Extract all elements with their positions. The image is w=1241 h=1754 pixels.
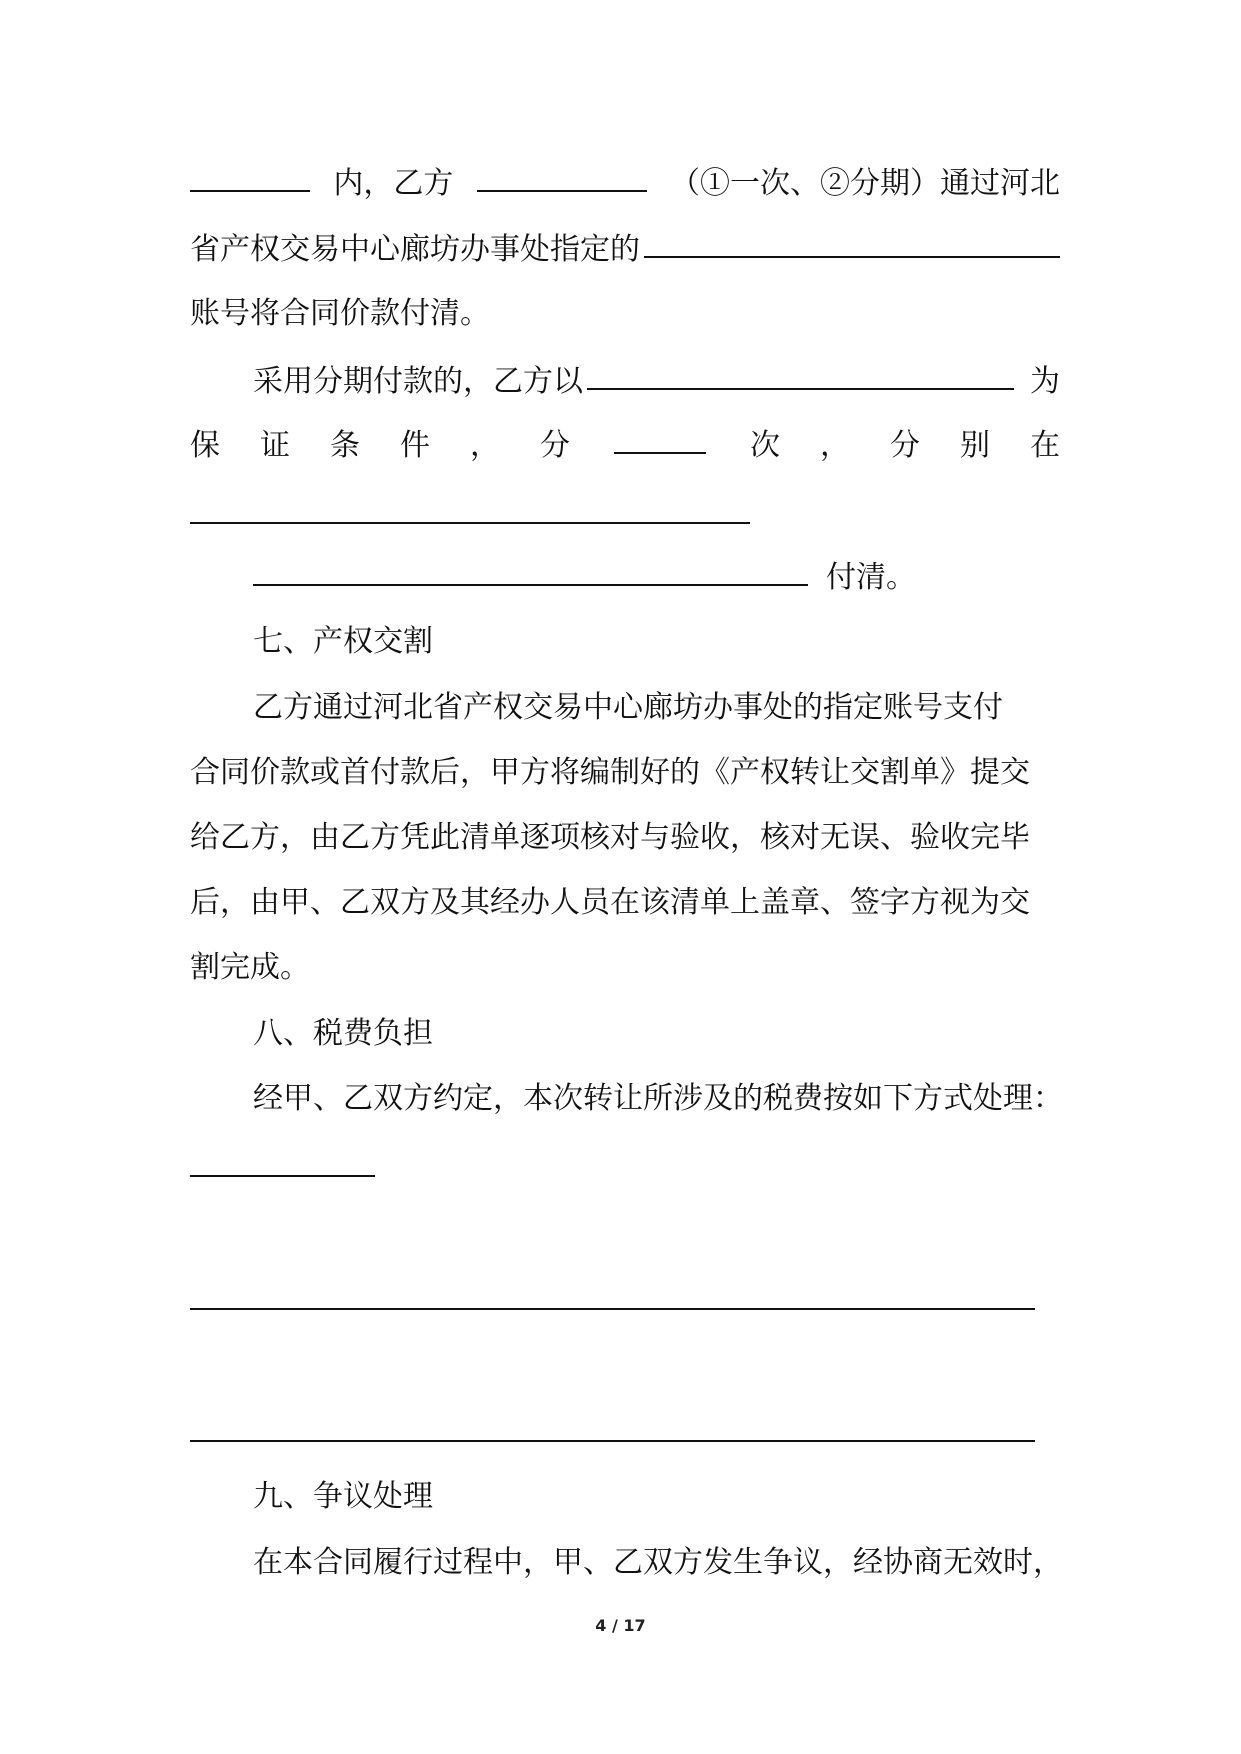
contract-line-4 xyxy=(253,360,1060,404)
paragraph-line: 经甲、乙双方约定，本次转让所涉及的税费按如下方式处理： xyxy=(253,1081,1063,1116)
blank-field xyxy=(614,424,706,454)
text-segment: 为 xyxy=(1030,364,1060,399)
blank-rule xyxy=(190,1308,1035,1310)
blank-field xyxy=(253,556,808,586)
text-segment: 内，乙方 xyxy=(333,166,454,201)
text-segment: （①一次、②分期）通过河北 xyxy=(669,166,1060,201)
char: 分 xyxy=(890,428,920,463)
paragraph-line: 在本合同履行过程中，甲、乙双方发生争议，经协商无效时， xyxy=(253,1545,1063,1580)
paragraph-line: 割完成。 xyxy=(190,950,310,985)
paragraph-line: 合同价款或首付款后，甲方将编制好的《产权转让交割单》提交 xyxy=(190,755,1030,790)
char: 在 xyxy=(1030,428,1060,463)
char: ， xyxy=(470,428,500,463)
blank-rule xyxy=(190,1440,1035,1442)
blank-field xyxy=(644,228,1060,258)
char: 条 xyxy=(330,428,360,463)
blank-field xyxy=(190,162,310,192)
paragraph-line: 乙方通过河北省产权交易中心廊坊办事处的指定账号支付 xyxy=(253,690,1003,725)
contract-line-5 xyxy=(190,424,1060,468)
text-segment: 省产权交易中心廊坊办事处指定的 xyxy=(190,232,640,267)
blank-field xyxy=(477,162,647,192)
contract-line-2 xyxy=(190,228,1060,272)
blank-rule xyxy=(190,522,750,524)
contract-line-3: 账号将合同价款付清。 xyxy=(190,296,490,331)
paragraph-line: 后，由甲、乙双方及其经办人员在该清单上盖章、签字方视为交 xyxy=(190,885,1030,920)
char: 别 xyxy=(960,428,990,463)
blank-rule xyxy=(190,1175,375,1177)
char: ， xyxy=(820,428,850,463)
char: 保 xyxy=(190,428,220,463)
text-segment: 采用分期付款的，乙方以 xyxy=(253,364,583,399)
char: 次 xyxy=(750,428,780,463)
section-heading-7: 七、产权交割 xyxy=(253,624,433,659)
text-segment: 付清。 xyxy=(826,560,916,595)
contract-line-7 xyxy=(253,556,1060,600)
section-heading-9: 九、争议处理 xyxy=(253,1479,433,1514)
char: 证 xyxy=(260,428,290,463)
section-heading-8: 八、税费负担 xyxy=(253,1016,433,1051)
char: 件 xyxy=(400,428,430,463)
blank-field xyxy=(587,360,1014,390)
contract-line-1 xyxy=(190,162,1060,206)
char: 分 xyxy=(540,428,570,463)
page-number: 4 / 17 xyxy=(595,1616,646,1635)
paragraph-line: 给乙方，由乙方凭此清单逐项核对与验收，核对无误、验收完毕 xyxy=(190,820,1030,855)
